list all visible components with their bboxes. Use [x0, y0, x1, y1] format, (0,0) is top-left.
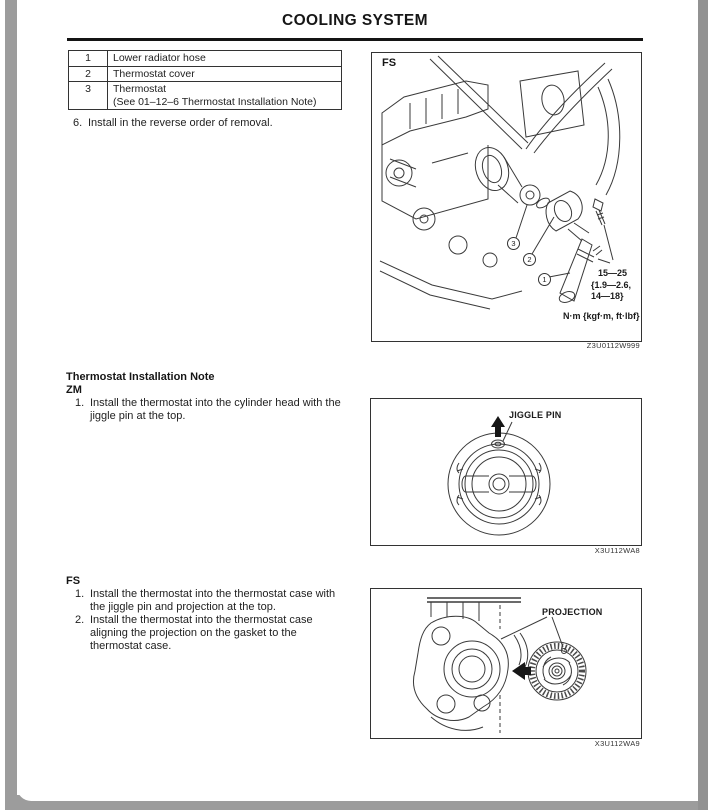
step-number: 1. — [75, 397, 85, 409]
figure-code: X3U112WA9 — [594, 739, 640, 748]
part-name: Thermostat cover — [108, 66, 342, 82]
part-note-line: (See 01–12–6 Thermostat Installation Note) — [113, 95, 317, 108]
figure-thermostat-location — [371, 52, 642, 342]
step-number: 6. — [73, 117, 83, 129]
part-name — [108, 82, 342, 110]
page-title: COOLING SYSTEM — [282, 12, 428, 29]
step-number: 2. — [75, 614, 85, 626]
removal-step — [73, 117, 344, 130]
thermostat-face-art — [371, 399, 641, 545]
torque-range-nm: 15—25 — [598, 268, 628, 278]
scan-edge-right — [698, 0, 708, 810]
torque-range-kgf: {1.9—2.6, — [591, 279, 632, 290]
table-row — [69, 66, 342, 82]
step-text: Install the thermostat into the thermostat case with the jiggle pin and projection at the top. — [90, 588, 336, 613]
left-arrow — [512, 662, 531, 680]
step-text: Install in the reverse order of removal. — [88, 117, 273, 129]
part-number: 1 — [69, 51, 108, 67]
part-name: Lower radiator hose — [108, 51, 342, 67]
projection-label: PROJECTION — [542, 607, 603, 617]
figure-variant-label: FS — [382, 57, 397, 69]
torque-units: N·m {kgf·m, ft·lbf} — [563, 311, 640, 321]
table-row — [69, 51, 342, 67]
part-name-line: Thermostat — [113, 83, 167, 95]
part-number: 2 — [69, 66, 108, 82]
thermostat-case — [414, 598, 587, 733]
figure-code: Z3U0112W999 — [586, 341, 640, 350]
thermostat-face — [448, 422, 550, 535]
callout-3: 3 — [507, 237, 520, 250]
engine-variant-zm: ZM — [66, 384, 82, 396]
scan-edge-left — [5, 0, 17, 810]
step-text: Install the thermostat into the thermostat case aligning the projection on the gasket to the thermostat case. — [90, 614, 313, 652]
parts-table — [68, 50, 342, 110]
callout-2: 2 — [523, 253, 536, 266]
list-item — [75, 588, 346, 614]
torque-range-ftlbf: 14—18} — [591, 291, 624, 301]
torque-spec — [591, 268, 631, 303]
figure-jiggle-pin — [370, 398, 642, 546]
callout-1: 1 — [538, 273, 551, 286]
figure-code: X3U112WA8 — [594, 546, 640, 555]
step-text: Install the thermostat into the cylinder head with the jiggle pin at the top. — [90, 397, 341, 422]
list-item — [75, 614, 346, 653]
up-arrow — [491, 416, 505, 437]
title-rule — [67, 38, 643, 41]
jiggle-pin-label: JIGGLE PIN — [509, 410, 562, 420]
figure-projection — [370, 588, 642, 739]
section-heading: Thermostat Installation Note — [66, 371, 215, 383]
list-item — [75, 397, 346, 423]
manual-page — [17, 0, 698, 801]
zm-step-list — [75, 397, 346, 423]
step-number: 1. — [75, 588, 85, 600]
table-row — [69, 82, 342, 110]
part-number: 3 — [69, 82, 108, 110]
engine-variant-fs: FS — [66, 575, 81, 587]
fs-step-list — [75, 588, 346, 653]
